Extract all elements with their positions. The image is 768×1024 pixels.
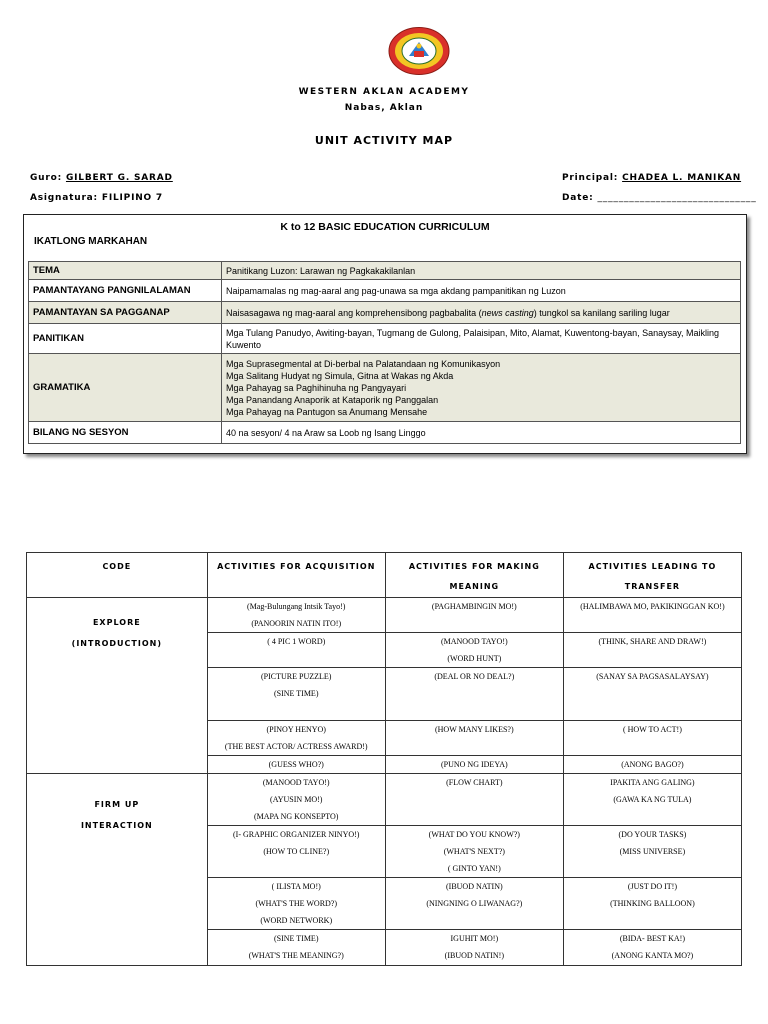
- principal-name: CHADEA L. MANIKAN: [622, 173, 742, 183]
- school-name: WESTERN AKLAN ACADEMY: [298, 87, 470, 97]
- date-label: Date:: [562, 193, 594, 203]
- row-key: PANITIKAN: [29, 324, 222, 354]
- acquisition-cell: (SINE TIME) (WHAT'S THE MEANING?): [207, 930, 385, 966]
- acquisition-cell: (MANOOD TAYO!) (AYUSIN MO!) (MAPA NG KONSEPTO): [207, 774, 385, 826]
- transfer-cell: ( HOW TO ACT!): [563, 721, 741, 756]
- phase-explore: EXPLORE (INTRODUCTION): [27, 598, 208, 774]
- row-value: Naipamamalas ng mag-aaral ang pag-unawa sa mga akdang pampanitikan ng Luzon: [222, 280, 741, 302]
- meaning-cell: (MANOOD TAYO!) (WORD HUNT): [385, 633, 563, 668]
- quarter-label: IKATLONG MARKAHAN: [34, 236, 148, 247]
- row-key: BILANG NG SESYON: [29, 422, 222, 444]
- table-row: [29, 262, 741, 280]
- document-title: UNIT ACTIVITY MAP: [314, 134, 454, 147]
- meaning-cell: (HOW MANY LIKES?): [385, 721, 563, 756]
- table-row: [27, 598, 742, 633]
- curriculum-table: [28, 261, 741, 444]
- header-acquisition: ACTIVITIES FOR ACQUISITION: [207, 553, 385, 598]
- meaning-cell: (WHAT DO YOU KNOW?) (WHAT'S NEXT?) ( GINTO YAN!): [385, 826, 563, 878]
- transfer-cell: (SANAY SA PAGSASALAYSAY): [563, 668, 741, 721]
- school-location: Nabas, Aklan: [344, 103, 424, 113]
- subject-line: [30, 193, 163, 203]
- acquisition-cell: (PICTURE PUZZLE) (SINE TIME): [207, 668, 385, 721]
- transfer-cell: (BIDA- BEST KA!) (ANONG KANTA MO?): [563, 930, 741, 966]
- acquisition-cell: (Mag-Bulungang Intsik Tayo!) (PANOORIN NATIN ITO!): [207, 598, 385, 633]
- subject-label: Asignatura:: [30, 193, 98, 203]
- row-value: Panitikang Luzon: Larawan ng Pagkakakilanlan: [222, 262, 741, 280]
- row-key: GRAMATIKA: [29, 354, 222, 422]
- meaning-cell: (FLOW CHART): [385, 774, 563, 826]
- meaning-cell: (DEAL OR NO DEAL?): [385, 668, 563, 721]
- principal-label: Principal:: [562, 173, 619, 183]
- header-making-meaning: ACTIVITIES FOR MAKING MEANING: [385, 553, 563, 598]
- header-transfer: ACTIVITIES LEADING TO TRANSFER: [563, 553, 741, 598]
- date-value: ______________________________: [597, 193, 757, 203]
- row-value: Mga Suprasegmental at Di-berbal na Palatandaan ng Komunikasyon Mga Salitang Hudyat ng Simula, Gitna at Wakas ng Akda Mga Pahayag sa Paghihinuha ng Pangyayari Mga Panandang Anaporik at Kataporik ng Panggalan Mga Pahayag na Pantugon sa Anumang Mensahe: [222, 354, 741, 422]
- acquisition-cell: (GUESS WHO?): [207, 756, 385, 774]
- subject-value: FILIPINO 7: [101, 193, 163, 203]
- school-seal-logo: [387, 26, 451, 76]
- curriculum-title: K to 12 BASIC EDUCATION CURRICULUM: [280, 221, 490, 233]
- acquisition-cell: ( ILISTA MO!) (WHAT'S THE WORD?) (WORD NETWORK): [207, 878, 385, 930]
- row-value: Mga Tulang Panudyo, Awiting-bayan, Tugmang de Gulong, Palaisipan, Mito, Alamat, Kuwentong-bayan, Sanaysay, Maikling Kuwento: [222, 324, 741, 354]
- table-row: [29, 324, 741, 354]
- transfer-cell: (HALIMBAWA MO, PAKIKINGGAN KO!): [563, 598, 741, 633]
- table-row: [29, 302, 741, 324]
- activity-table: [26, 552, 742, 966]
- table-row: [29, 354, 741, 422]
- row-key: TEMA: [29, 262, 222, 280]
- transfer-cell: (ANONG BAGO?): [563, 756, 741, 774]
- table-row: [29, 280, 741, 302]
- meaning-cell: (PAGHAMBINGIN MO!): [385, 598, 563, 633]
- table-row: [29, 422, 741, 444]
- table-header-row: [27, 553, 742, 598]
- phase-firm-up: FIRM UP INTERACTION: [27, 774, 208, 966]
- meaning-cell: IGUHIT MO!) (IBUOD NATIN!): [385, 930, 563, 966]
- transfer-cell: (THINK, SHARE AND DRAW!): [563, 633, 741, 668]
- row-key: PAMANTAYAN SA PAGGANAP: [29, 302, 222, 324]
- acquisition-cell: ( 4 PIC 1 WORD): [207, 633, 385, 668]
- acquisition-cell: (I- GRAPHIC ORGANIZER NINYO!) (HOW TO CLINE?): [207, 826, 385, 878]
- transfer-cell: (DO YOUR TASKS) (MISS UNIVERSE): [563, 826, 741, 878]
- row-key: PAMANTAYANG PANGNILALAMAN: [29, 280, 222, 302]
- date-line: [562, 193, 757, 203]
- row-value: 40 na sesyon/ 4 na Araw sa Loob ng Isang Linggo: [222, 422, 741, 444]
- table-row: [27, 774, 742, 826]
- teacher-name: GILBERT G. SARAD: [65, 173, 173, 183]
- meaning-cell: (PUNO NG IDEYA): [385, 756, 563, 774]
- acquisition-cell: (PINOY HENYO) (THE BEST ACTOR/ ACTRESS AWARD!): [207, 721, 385, 756]
- header-code: CODE: [27, 553, 208, 598]
- transfer-cell: (JUST DO IT!) (THINKING BALLOON): [563, 878, 741, 930]
- teacher-label: Guro:: [30, 173, 63, 183]
- teacher-line: [30, 173, 173, 183]
- curriculum-box: [23, 214, 747, 454]
- principal-line: [562, 173, 741, 183]
- row-value: Naisasagawa ng mag-aaral ang komprehensibong pagbabalita (news casting) tungkol sa kanilang sariling lugar: [222, 302, 741, 324]
- meaning-cell: (IBUOD NATIN) (NINGNING O LIWANAG?): [385, 878, 563, 930]
- transfer-cell: IPAKITA ANG GALING) (GAWA KA NG TULA): [563, 774, 741, 826]
